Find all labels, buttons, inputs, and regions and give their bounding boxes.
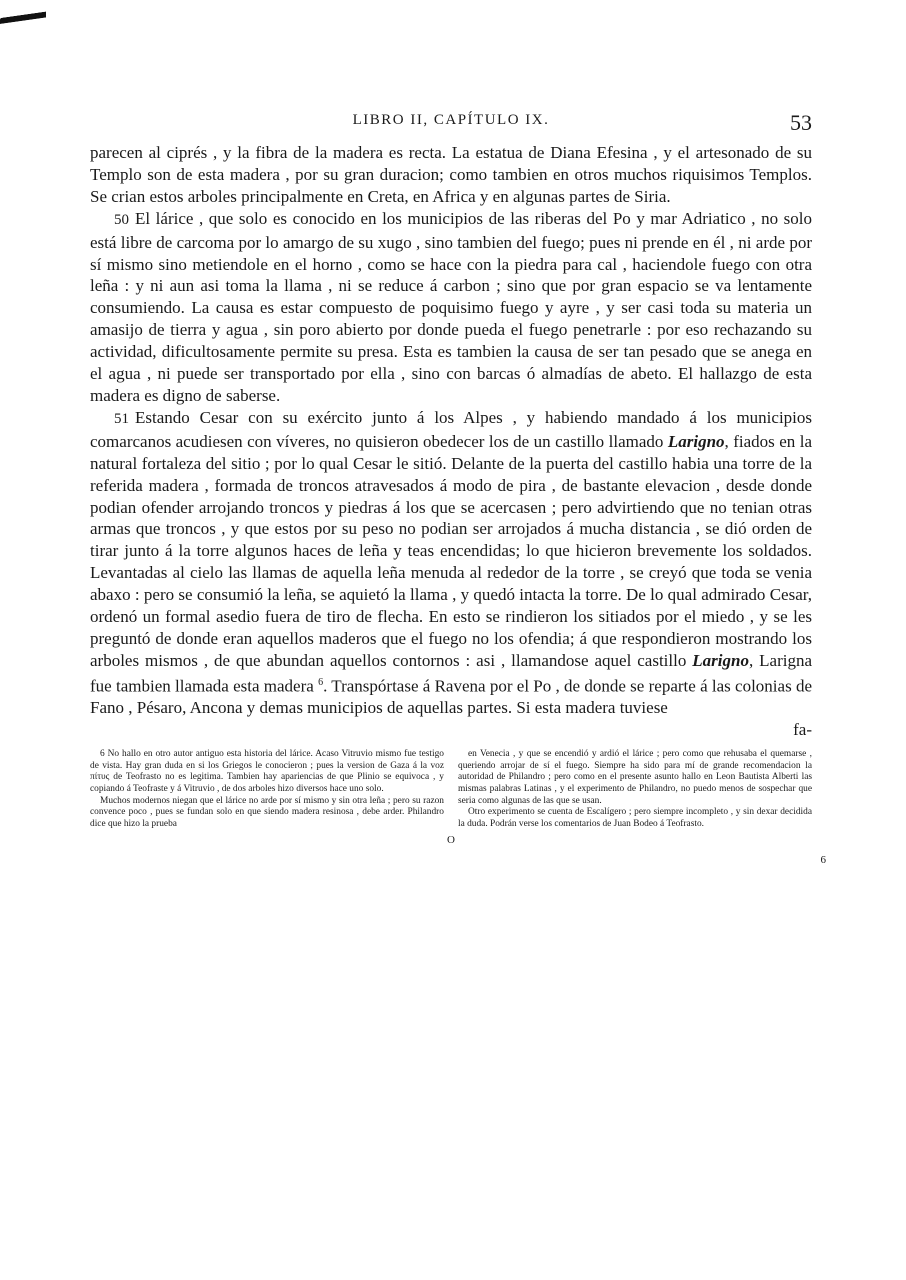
paragraph-50 — [90, 208, 812, 407]
paragraph-text: parecen al ciprés , y la fibra de la madera es recta. La estatua de Diana Efesina , y el artesonado de su Templo son de esta madera , por su gran duracion; como tambien en otros muchos riquisimos Templos. Se crian estos arboles principalmente en Creta, en Africa y en algunas partes de Siria. — [90, 143, 812, 206]
place-name-larigno: Larigno — [692, 650, 749, 670]
place-name-larigno: Larigno — [667, 431, 725, 451]
book-page — [90, 110, 826, 866]
footnote-text: 6 No hallo en otro autor antiguo esta historia del lárice. Acaso Vitruvio mismo fue testigo de vista. Hay gran duda en si los Griegos le conocieron ; pues la version de Gaza á la voz πίτυς de Teofrasto no es legitima. Tambien hay apariencias de que Plinio se equivoca , y copiando á Teofraste y á Vitruvio , de dos arboles hizo diversos hace uno solo. — [90, 749, 444, 794]
running-head: LIBRO II, CAPÍTULO IX. — [352, 112, 550, 128]
footnote-column-left — [90, 749, 444, 830]
paragraph-text: . Transpórtase á Ravena por el Po , de donde se reparte á las colonias de Fano , Pésaro, Ancona y demas municipios de aquellas partes. Si esta madera tuviese — [90, 676, 813, 718]
footnote-text: en Venecia , y que se encendió y ardió el lárice ; pero como que rehusaba el quemarse , queriendo arrojar de sí el fuego. Siempre ha sido para mí de grande recomendacion la autoridad de Philandro ; pero como en el presente asunto hallo en Leon Bautista Alberti las mismas palabras Latinas , y el experimento de Philandro, no puedo menos de sospechar que seria como algunas de las que se usan. — [458, 749, 812, 806]
paragraph-number: 51 — [114, 410, 129, 427]
main-text — [90, 142, 812, 741]
footnote-column-right — [458, 749, 812, 830]
paragraph-text: Estando Cesar con su exército junto á los Alpes , y habiendo mandado á los municipios comarcanos acudiesen con víveres, no quisieron obedecer los de un castillo llamado — [90, 407, 812, 451]
paragraph-text: , Larigna fue tambien llamada esta madera — [90, 650, 813, 696]
paragraph-continuation — [90, 142, 812, 208]
paragraph-51 — [90, 407, 812, 719]
footnote-reference[interactable]: 6 — [318, 676, 324, 688]
page-number: 53 — [790, 110, 812, 135]
paragraph-number: 50 — [114, 211, 129, 228]
footnotes — [90, 749, 812, 830]
footnote-text: Muchos modernos niegan que el lárice no arde por sí mismo y sin otra leña ; pero su razon convence poco , pues se fundan solo en que siendo madera resinosa , debe arder. Philandro dice que hizo la prueba — [90, 795, 444, 829]
paragraph-text: El lárice , que solo es conocido en los municipios de las riberas del Po y mar Adriatico , no solo está libre de carcoma por lo amargo de su xugo , sino tambien del fuego; pues ni prende en él , ni arde por sí mismo sino metiendole en el horno , como se hace con la piedra para cal , haciendole fuego con otra leña : y ni aun asi toma la llama , ni se reduce á carbon ; sino que por gran espacio se va lentamente consumiendo. La causa es estar compuesto de poquisimo fuego y ayre , y ser casi toda su materia un amasijo de tierra y agua , sin poro abierto por donde pueda el fuego penetrarle : por eso rechazando su actividad, dificultosamente permite su presa. Esta es tambien la causa de ser tan pesado que se anega en el agua , ni puede ser transportado por ella , sino con barcas ó almadías de abeto. El hallazgo de esta madera es digno de saberse. — [90, 208, 812, 405]
catchword: fa- — [793, 720, 812, 740]
scan-corner-mark — [0, 12, 46, 54]
margin-note-ref: 6 — [820, 854, 826, 866]
signature-mark: O — [447, 834, 455, 847]
page-header — [90, 110, 812, 142]
footnote-text: Otro experimento se cuenta de Escalígero ; pero siempre incompleto , y sin dexar decidida la duda. Podrán verse los comentarios de Juan Bodeo á Teofrasto. — [458, 807, 812, 829]
paragraph-text: , fiados en la natural fortaleza del sitio ; por lo qual Cesar le sitió. Delante de la puerta del castillo habia una torre de la referida madera , formada de troncos atravesados á modo de pira , de bastante elevacion , desde donde podian ofender arrojando troncos y piedras á los que se acercasen ; pero advirtiendo que no tenian otras armas que troncos , y que estos por su peso no podian ser arrojados á mucha distancia , se dió orden de tirar junto á la torre algunos haces de leña y teas encendidas; lo que hicieron brevemente los soldados. Levantadas al cielo las llamas de aquella leña menuda al rededor de la torre , se creyó que toda se venia abaxo : pero se consumió la leña, se aquietó la llama , y quedó intacta la torre. De lo qual admirado Cesar, ordenó un formal asedio fuera de tiro de flecha. En esto se rindieron los sitiados por el miedo , y se les preguntó de donde eran aquellos maderos que el fuego no los ofendia; á que respondieron mostrando los arboles mismos , de que abundan aquellos contornos : asi , llamandose aquel castillo — [90, 431, 813, 670]
